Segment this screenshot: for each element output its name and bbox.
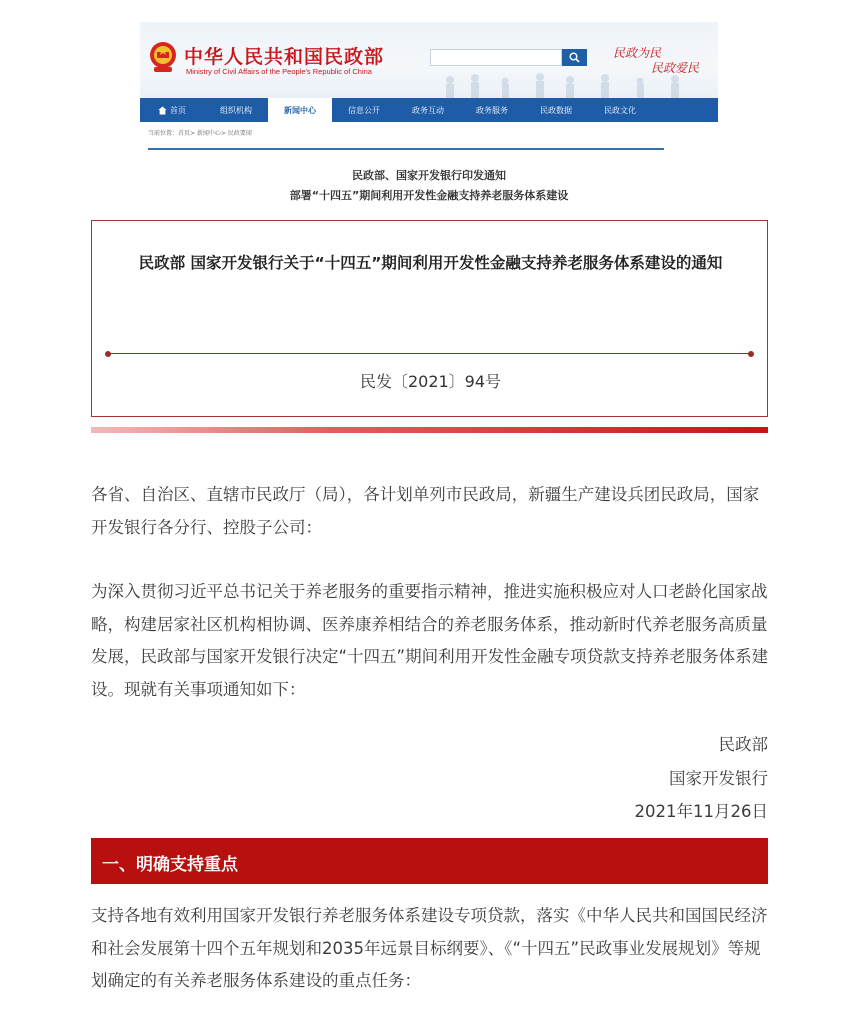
people-silhouette-decoration [430, 72, 710, 98]
nav-item-home[interactable] [140, 98, 204, 122]
nav-item-interaction[interactable] [396, 98, 460, 122]
signatory-1: 民政部 [718, 735, 768, 754]
nav-item-culture[interactable] [588, 98, 652, 122]
document-number: 民发〔2021〕94号 [359, 372, 502, 391]
national-emblem-icon [148, 40, 178, 74]
search-input[interactable] [430, 49, 562, 66]
nav-item-info[interactable] [332, 98, 396, 122]
slogan-line-2: 民政爱民 [651, 61, 700, 75]
gradient-divider [91, 427, 768, 433]
addressees-paragraph: 各省、自治区、直辖市民政厅（局），各计划单列市民政局，新疆生产建设兵团民政局，国家开发银行各分行、控股子公司： [91, 485, 760, 537]
intro-paragraph: 为深入贯彻习近平总书记关于养老服务的重要指示精神，推进实施积极应对人口老龄化国家战略，构建居家社区机构相协调、医养康养相结合的养老服务体系，推动新时代养老服务高质量发展，民政部与国家开发银行决定“十四五”期间利用开发性金融专项贷款支持养老服务体系建设。现就有关事项通知如下： [91, 582, 769, 699]
nav-label: 民政文化 [604, 105, 636, 115]
nav-label: 民政数据 [540, 105, 572, 115]
site-title[interactable]: 中华人民共和国民政部 [184, 46, 385, 68]
search-button[interactable] [562, 49, 587, 66]
section-1-paragraph: 支持各地有效利用国家开发银行养老服务体系建设专项贷款，落实《中华人民共和国国民经济和社会发展第十四个五年规划和2035年远景目标纲要》、《“十四五”民政事业发展规划》等规划确定的有关养老服务体系建设的重点任务： [91, 906, 768, 990]
site-article-heading [140, 166, 718, 206]
nav-item-news[interactable] [268, 98, 332, 122]
heading-line-2: 部署“十四五”期间利用开发性金融支持养老服务体系建设 [289, 189, 569, 202]
nav-item-services[interactable] [460, 98, 524, 122]
nav-label: 组织机构 [220, 105, 252, 115]
document-title: 民政部 国家开发银行关于“十四五”期间利用开发性金融支持养老服务体系建设的通知 [138, 254, 723, 272]
nav-item-organization[interactable] [204, 98, 268, 122]
heading-line-1: 民政部、国家开发银行印发通知 [352, 169, 506, 182]
nav-label: 首页 [170, 105, 186, 115]
site-subtitle: Ministry of Civil Affairs of the People's Republic of China [186, 67, 372, 76]
divider [148, 148, 664, 150]
nav-label: 信息公开 [348, 105, 380, 115]
section-header [91, 838, 768, 884]
red-rule-divider [106, 353, 753, 354]
nav-label: 新闻中心 [284, 105, 316, 115]
document-date: 2021年11月26日 [634, 802, 768, 821]
nav-label: 政务互动 [412, 105, 444, 115]
signatory-2: 国家开发银行 [669, 769, 768, 788]
home-icon [158, 106, 167, 115]
slogan-line-1: 民政为民 [613, 46, 662, 60]
section-title: 一、明确支持重点 [102, 855, 238, 875]
document-header-box [91, 220, 768, 417]
site-header [140, 22, 718, 98]
site-nav [140, 98, 718, 122]
breadcrumb: 当前位置：首页> 新闻中心> 民政要闻 [148, 130, 252, 137]
nav-label: 政务服务 [476, 105, 508, 115]
nav-item-data[interactable] [524, 98, 588, 122]
site-screenshot [140, 22, 718, 210]
search-icon [569, 52, 580, 63]
